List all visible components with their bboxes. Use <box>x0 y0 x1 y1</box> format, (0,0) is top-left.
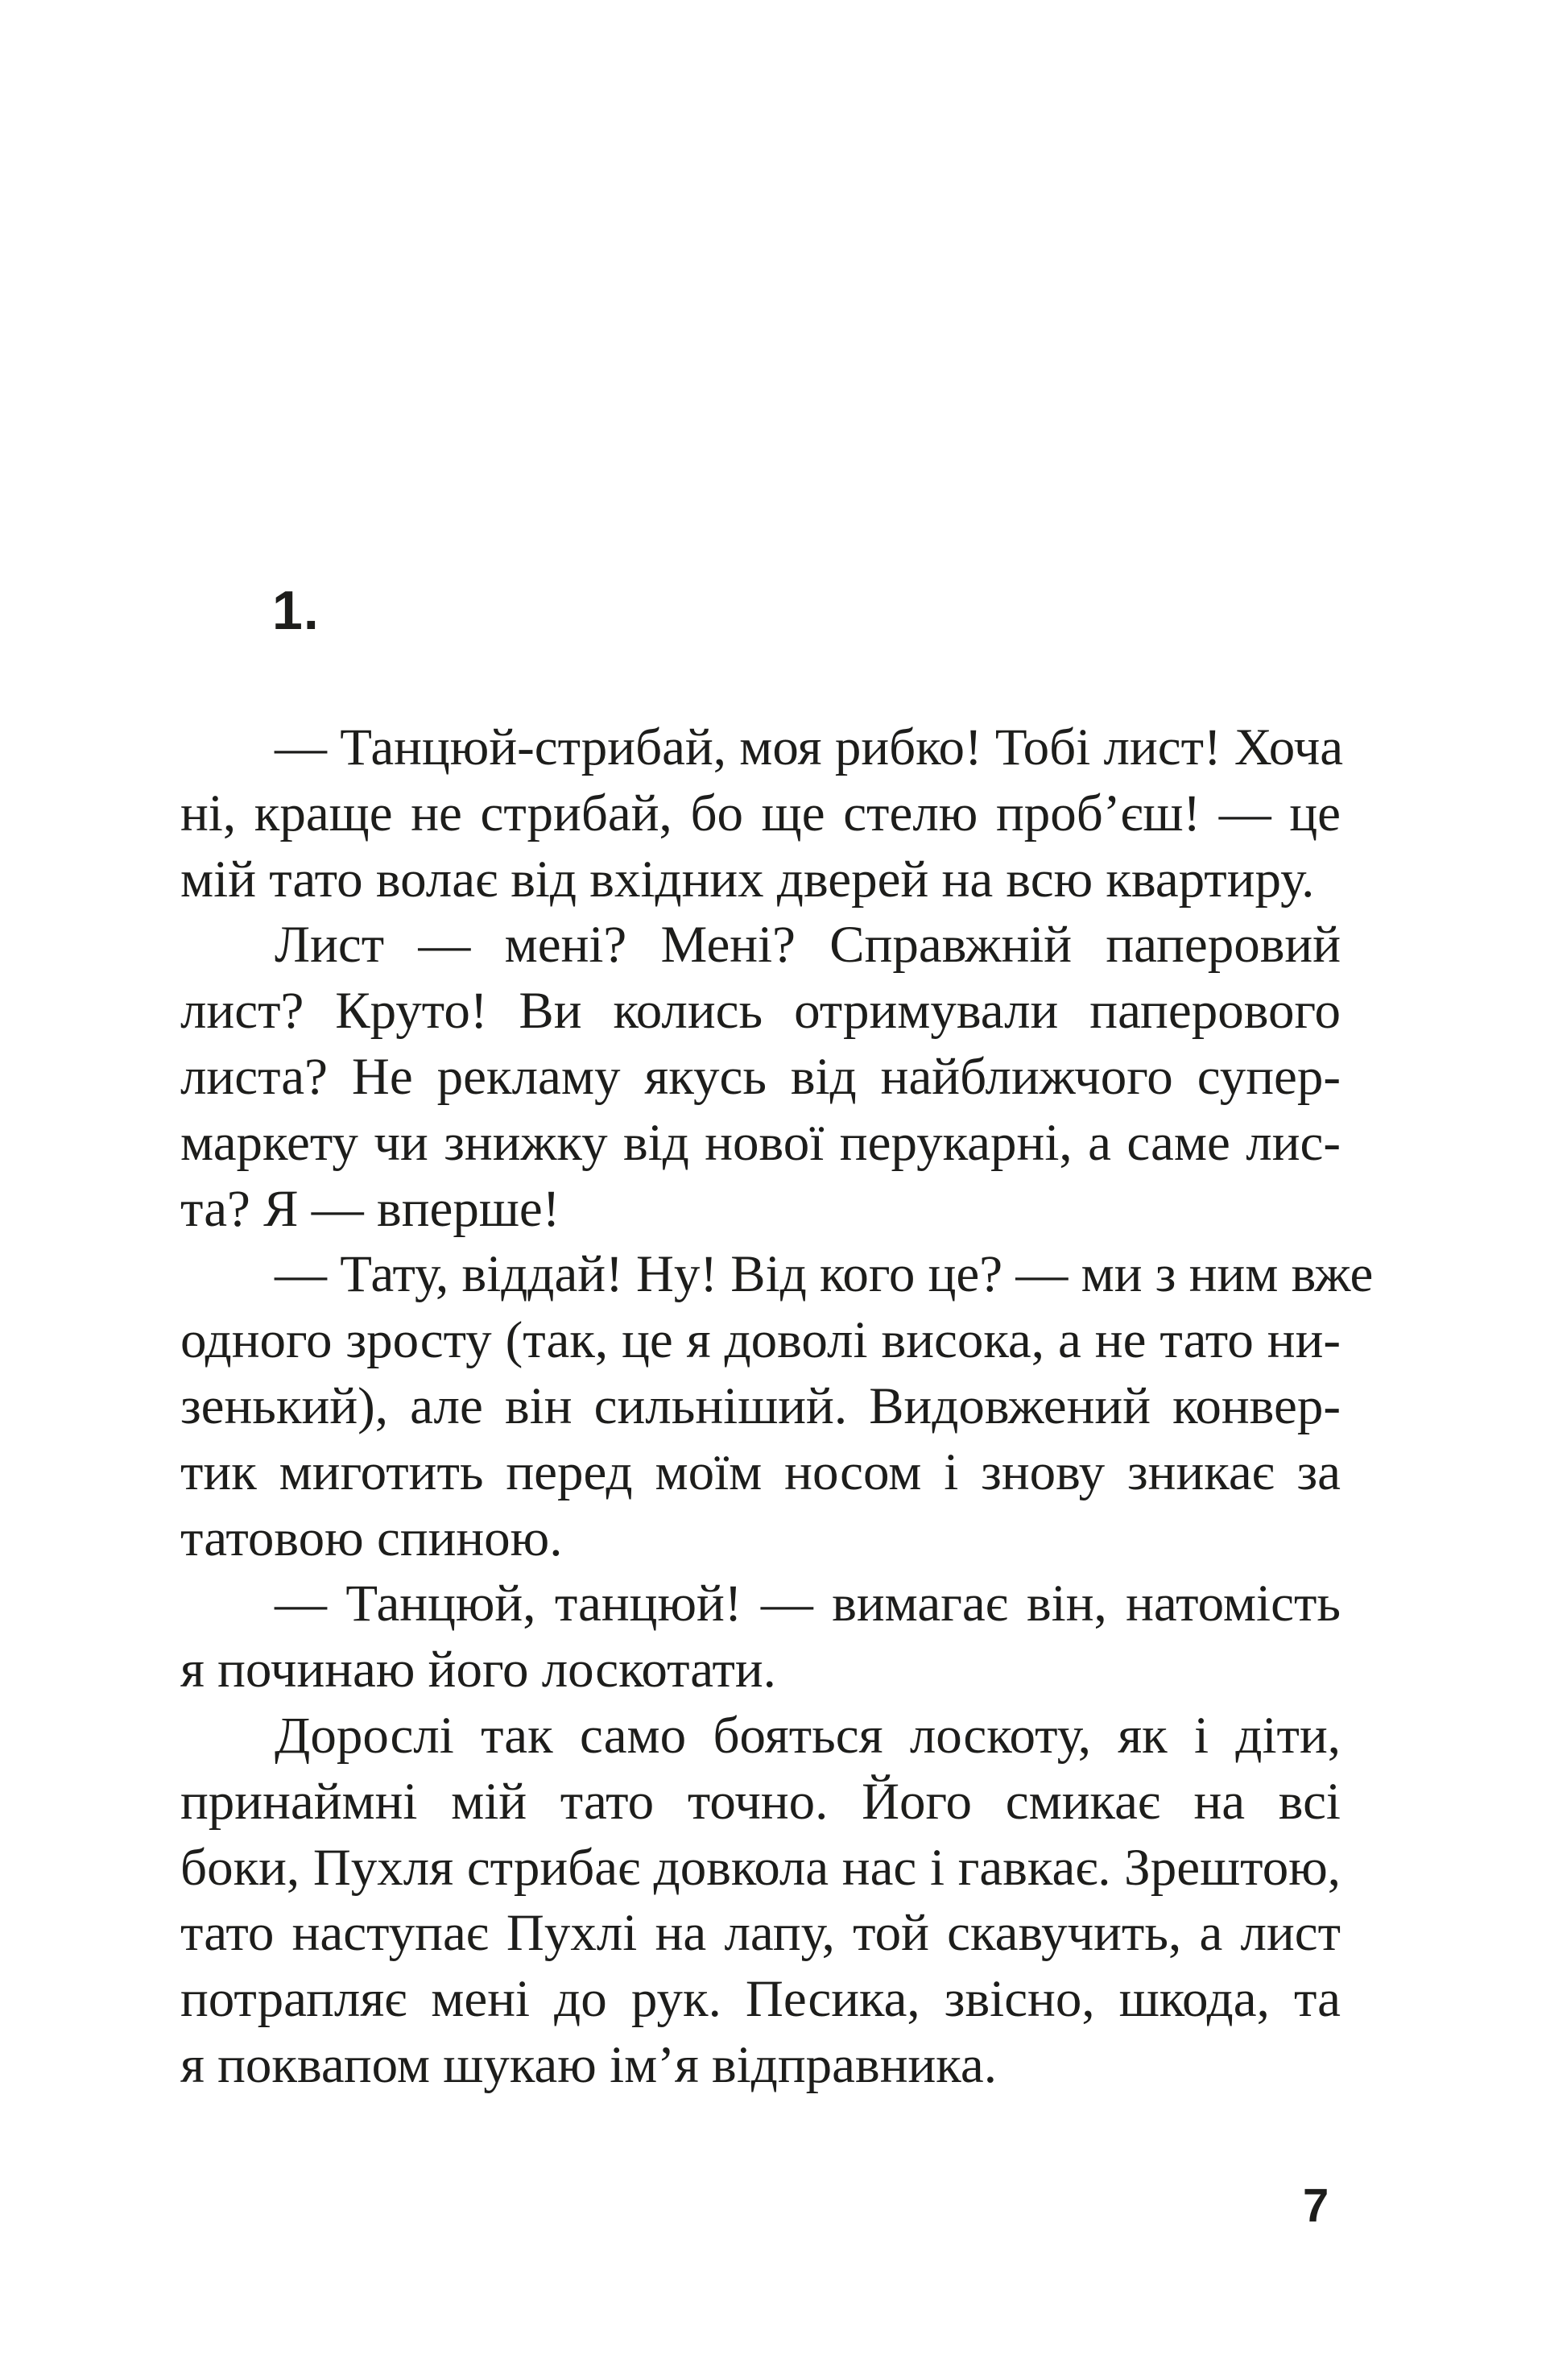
text-line-8: та? Я — вперше! <box>180 1179 560 1238</box>
text-line-12: тик миготить перед моїм носом і знову зникає за <box>180 1442 1341 1501</box>
text-line-6: листа? Не рекламу якусь від найближчого супер- <box>180 1047 1341 1106</box>
text-line-9: — Тату, віддай! Ну! Від кого це? — ми з ним вже <box>275 1245 1374 1304</box>
text-line-1: — Танцюй-стрибай, моя рибко! Тобі лист! Хоча <box>275 718 1344 776</box>
text-line-15: я починаю його лоскотати. <box>180 1641 776 1699</box>
text-line-17: принаймні мій тато точно. Його смикає на всі <box>180 1772 1341 1831</box>
text-line-2: ні, краще не стрибай, бо ще стелю проб’єш! — це <box>180 784 1341 842</box>
text-line-4: Лист — мені? Мені? Справжній паперовий <box>275 916 1341 975</box>
text-line-10: одного зросту (так, це я доволі висока, а не тато ни- <box>180 1311 1341 1370</box>
text-line-18: боки, Пухля стрибає довкола нас і гавкає. Зрештою, <box>180 1838 1341 1897</box>
page-number: 7 <box>1303 2179 1329 2232</box>
body-text <box>180 715 1374 2099</box>
text-line-3: мій тато волає від вхідних дверей на всю квартиру. <box>180 850 1315 909</box>
text-line-21: я поквапом шукаю ім’я відправника. <box>180 2035 997 2094</box>
text-line-19: тато наступає Пухлі на лапу, той скавучить, а лист <box>180 1904 1341 1963</box>
text-line-11: зенький), але він сильніший. Видовжений конвер- <box>180 1376 1341 1435</box>
text-line-5: лист? Круто! Ви колись отримували паперового <box>180 982 1341 1041</box>
text-line-7: маркету чи знижку від нової перукарні, а саме лис- <box>180 1113 1341 1172</box>
text-line-16: Дорослі так само бояться лоскоту, як і діти, <box>275 1706 1341 1765</box>
text-line-13: татовою спиною. <box>180 1509 563 1567</box>
text-line-14: — Танцюй, танцюй! — вимагає він, натомість <box>275 1575 1341 1633</box>
chapter-number: 1. <box>272 580 320 641</box>
text-line-20: потрапляє мені до рук. Песика, звісно, шкода, та <box>180 1970 1341 2029</box>
